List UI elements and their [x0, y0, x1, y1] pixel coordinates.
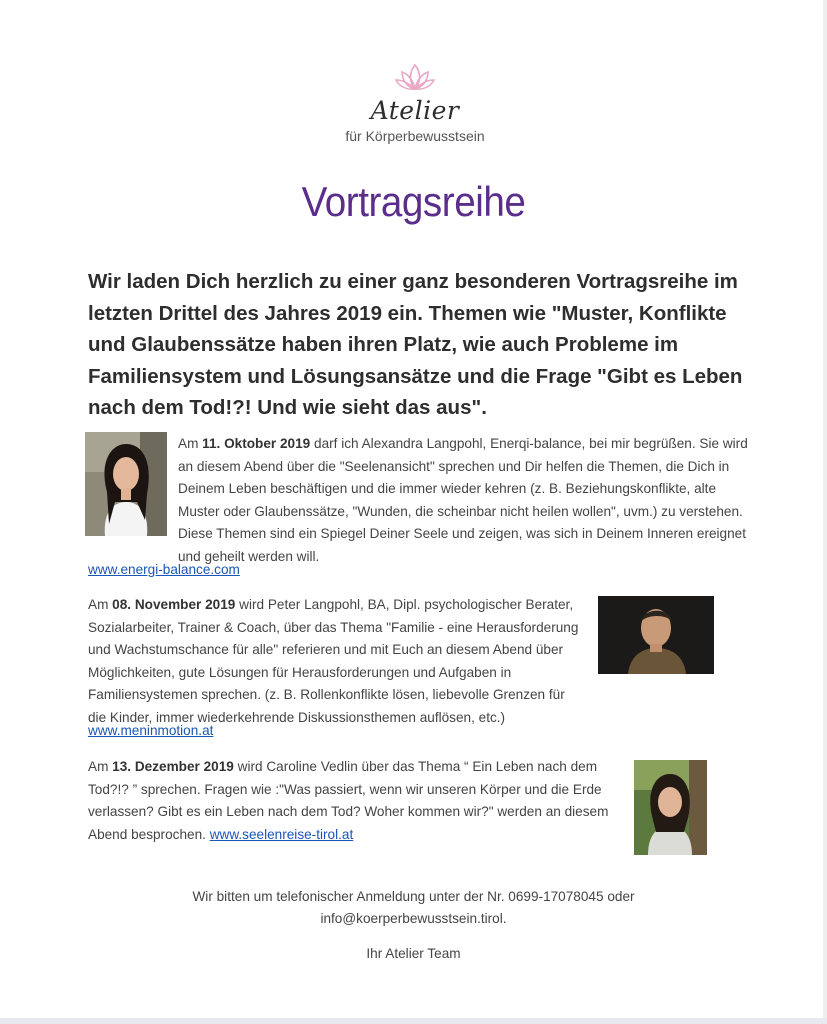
speaker-photo-alexandra [85, 432, 167, 536]
atelier-logo [320, 62, 510, 172]
event-3-prefix: Am [88, 759, 113, 774]
speaker-photo-caroline [634, 760, 707, 855]
lotus-icon [393, 62, 437, 94]
page-title: Vortragsreihe [301, 178, 526, 225]
logo-subtitle: für Körperbewusstsein [345, 128, 485, 144]
event-1-date: 11. Oktober 2019 [202, 436, 311, 451]
event-2-link[interactable]: www.meninmotion.at [88, 723, 214, 738]
speaker-photo-peter [598, 596, 714, 674]
event-3-text [88, 756, 623, 846]
intro-paragraph: Wir laden Dich herzlich zu einer ganz besonderen Vortragsreihe im letzten Drittel des Jahres 2019 ein. Themen wie "Muster, Konflikte und Glaubenssätze haben ihren Platz, wie auch Probleme im Familiensystem und Lösungsansätze und die Frage "Gibt es Leben nach dem Tod!?! Und wie sieht das aus". [88, 270, 743, 419]
page-edge [823, 0, 827, 1024]
registration-line-1: Wir bitten um telefonischer Anmeldung unter der Nr. 0699-17078045 oder [192, 889, 635, 904]
event-1-text [178, 433, 748, 568]
event-2-description: wird Peter Langpohl, BA, Dipl. psychologischer Berater, Sozialarbeiter, Trainer & Coach, über das Thema "Familie - eine Herausforderung und Wachstumschance für alle" referieren und mit Euch an diesem Abend über Möglichkeiten, gute Lösungen für Herausforderungen und Aufgaben in Familiensystemen sprechen. (z. B. Rollenkonflikte lösen, liebevolle Grenzen für die Kinder, immer wiederkehrende Diskussionsthemen auflösen, etc.) [88, 597, 579, 725]
event-2-prefix: Am [88, 597, 113, 612]
event-3-date: 13. Dezember 2019 [112, 759, 234, 774]
registration-line-2: info@koerperbewusstsein.tirol. [320, 911, 507, 926]
event-2-text-top [88, 594, 583, 729]
event-1-description: darf ich Alexandra Langpohl, Enerqi-balance, bei mir begrüßen. Sie wird an diesem Abend über die "Seelenansicht" sprechen und Dir helfen die Themen, die Dich in Deinem Leben beschäftigen und die immer wieder kehren (z. B. Beziehungskonflikte, alte Muster oder Glaubenssätze, "Wunden, die scheinbar nicht heilen wollen", uvm.) zu verstehen. Diese Themen sind ein Spiegel Deiner Seele und zeigen, was sich in Deinem Inneren ereignet und geheilt werden will. [178, 436, 748, 564]
event-2-date: 08. November 2019 [112, 597, 236, 612]
logo-script-text: Atelier [370, 96, 460, 125]
bottom-bar [0, 1018, 827, 1024]
event-1-prefix: Am [178, 436, 203, 451]
event-1-link[interactable]: www.energi-balance.com [88, 562, 240, 577]
signature: Ihr Atelier Team [366, 946, 461, 961]
event-3-link[interactable]: www.seelenreise-tirol.at [209, 826, 354, 842]
event-3-description: wird Caroline Vedlin über das Thema “ Ein Leben nach dem Tod?!? ” sprechen. Fragen wie :"Was passiert, wenn wir unseren Körper und die Erde verlassen? Gibt es ein Leben nach dem Tod? Woher kommen wir?" werden an diesem Abend besprochen. [88, 759, 609, 842]
